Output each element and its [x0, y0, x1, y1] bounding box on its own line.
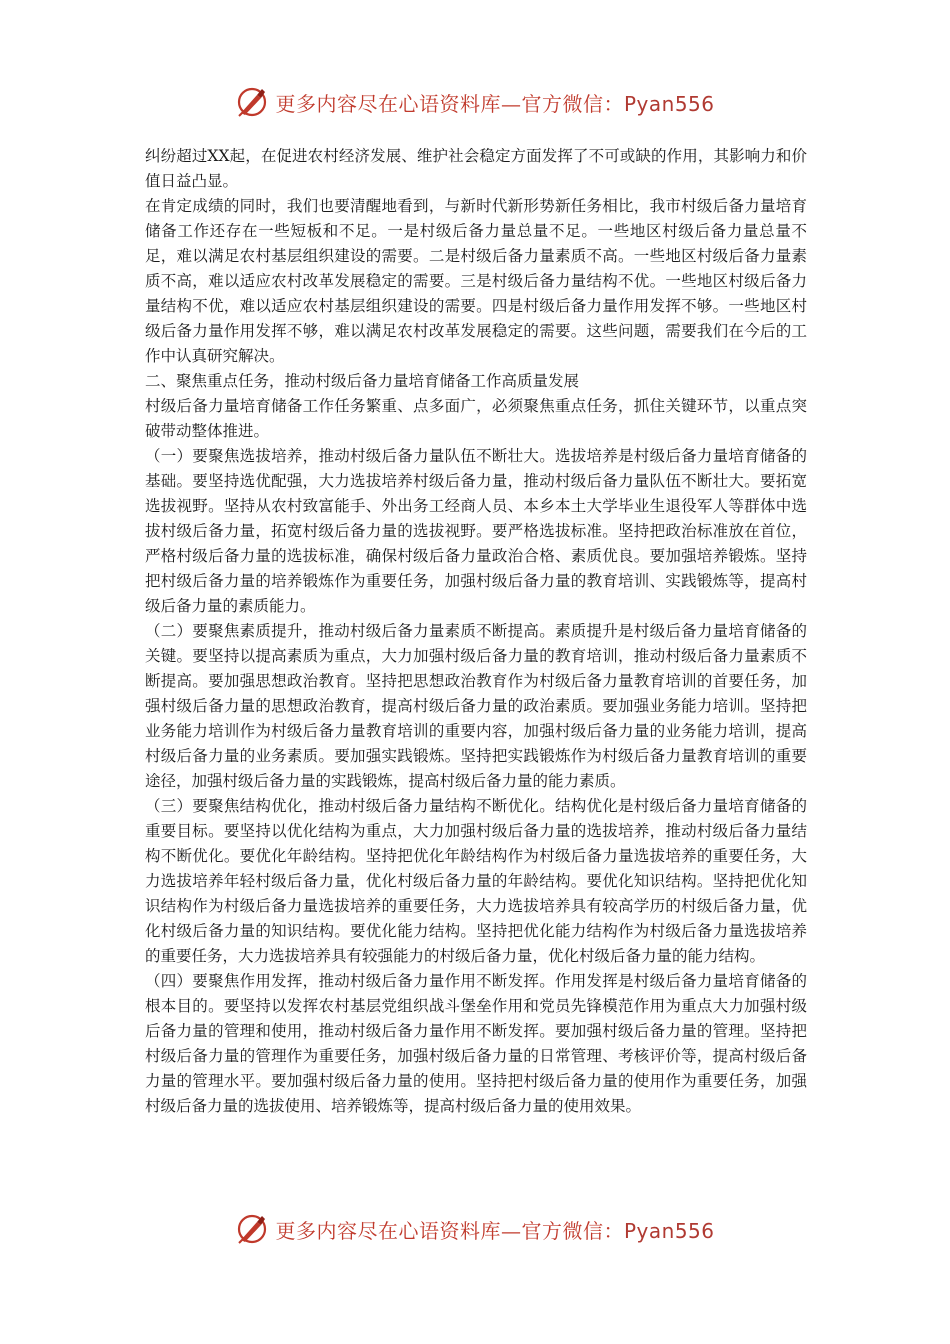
paragraph-2: 在肯定成绩的同时，我们也要清醒地看到，与新时代新形势新任务相比，我市村级后备力量培育储备工作还存在一些短板和不足。一是村级后备力量总量不足。一些地区村级后备力量总量不足，难以满足农村基层组织建设的需要。二是村级后备力量素质不高。一些地区村级后备力量素质不高，难以适应农村改革发展稳定的需要。三是村级后备力量结构不优。一些地区村级后备力量结构不优，难以适应农村基层组织建设的需要。四是村级后备力量作用发挥不够。一些地区村级后备力量作用发挥不够，难以满足农村改革发展稳定的需要。这些问题，需要我们在今后的工作中认真研究解决。 [145, 197, 807, 365]
document-body [145, 144, 807, 1119]
header-banner-text [275, 88, 714, 117]
paragraph-1: 纠纷超过XX起，在促进农村经济发展、维护社会稳定方面发挥了不可或缺的作用，其影响力和价值日益凸显。 [145, 147, 807, 190]
header-banner [0, 82, 950, 122]
footer-banner [0, 1209, 950, 1249]
paragraph-4: （一）要聚焦选拔培养，推动村级后备力量队伍不断壮大。选拔培养是村级后备力量培育储备的基础。要坚持选优配强，大力选拔培养村级后备力量，推动村级后备力量队伍不断壮大。要拓宽选拔视野。坚持从农村致富能手、外出务工经商人员、本乡本土大学毕业生退役军人等群体中选拔村级后备力量，拓宽村级后备力量的选拔视野。要严格选拔标准。坚持把政治标准放在首位，严格村级后备力量的选拔标准，确保村级后备力量政治合格、素质优良。要加强培养锻炼。坚持把村级后备力量的培养锻炼作为重要任务，加强村级后备力量的教育培训、实践锻炼等，提高村级后备力量的素质能力。 [145, 447, 807, 615]
footer-banner-text [275, 1215, 714, 1244]
pen-logo-icon [235, 85, 269, 119]
section-heading-2: 二、聚焦重点任务，推动村级后备力量培育储备工作高质量发展 [145, 372, 580, 390]
paragraph-7: （四）要聚焦作用发挥，推动村级后备力量作用不断发挥。作用发挥是村级后备力量培育储备的根本目的。要坚持以发挥农村基层党组织战斗堡垒作用和党员先锋模范作用为重点大力加强村级后备力量的管理和使用，推动村级后备力量作用不断发挥。要加强村级后备力量的管理。坚持把村级后备力量的管理作为重要任务，加强村级后备力量的日常管理、考核评价等，提高村级后备力量的管理水平。要加强村级后备力量的使用。坚持把村级后备力量的使用作为重要任务，加强村级后备力量的选拔使用、培养锻炼等，提高村级后备力量的使用效果。 [145, 972, 807, 1115]
pen-logo-icon [235, 1212, 269, 1246]
footer-banner-wechat-id: Pyan556 [623, 1218, 715, 1243]
footer-banner-label: 更多内容尽在心语资料库—官方微信： [275, 1218, 624, 1243]
header-banner-label: 更多内容尽在心语资料库—官方微信： [275, 91, 624, 116]
header-banner-wechat-id: Pyan556 [623, 91, 715, 116]
paragraph-3: 村级后备力量培育储备工作任务繁重、点多面广，必须聚焦重点任务，抓住关键环节，以重点突破带动整体推进。 [145, 397, 807, 440]
paragraph-6: （三）要聚焦结构优化，推动村级后备力量结构不断优化。结构优化是村级后备力量培育储备的重要目标。要坚持以优化结构为重点，大力加强村级后备力量的选拔培养，推动村级后备力量结构不断优化。要优化年龄结构。坚持把优化年龄结构作为村级后备力量选拔培养的重要任务，大力选拔培养年轻村级后备力量，优化村级后备力量的年龄结构。要优化知识结构。坚持把优化知识结构作为村级后备力量选拔培养的重要任务，大力选拔培养具有较高学历的村级后备力量，优化村级后备力量的知识结构。要优化能力结构。坚持把优化能力结构作为村级后备力量选拔培养的重要任务，大力选拔培养具有较强能力的村级后备力量，优化村级后备力量的能力结构。 [145, 797, 807, 965]
paragraph-5: （二）要聚焦素质提升，推动村级后备力量素质不断提高。素质提升是村级后备力量培育储备的关键。要坚持以提高素质为重点，大力加强村级后备力量的教育培训，推动村级后备力量素质不断提高。要加强思想政治教育。坚持把思想政治教育作为村级后备力量教育培训的首要任务，加强村级后备力量的思想政治教育，提高村级后备力量的政治素质。要加强业务能力培训。坚持把业务能力培训作为村级后备力量教育培训的重要内容，加强村级后备力量的业务能力培训，提高村级后备力量的业务素质。要加强实践锻炼。坚持把实践锻炼作为村级后备力量教育培训的重要途径，加强村级后备力量的实践锻炼，提高村级后备力量的能力素质。 [145, 622, 807, 790]
